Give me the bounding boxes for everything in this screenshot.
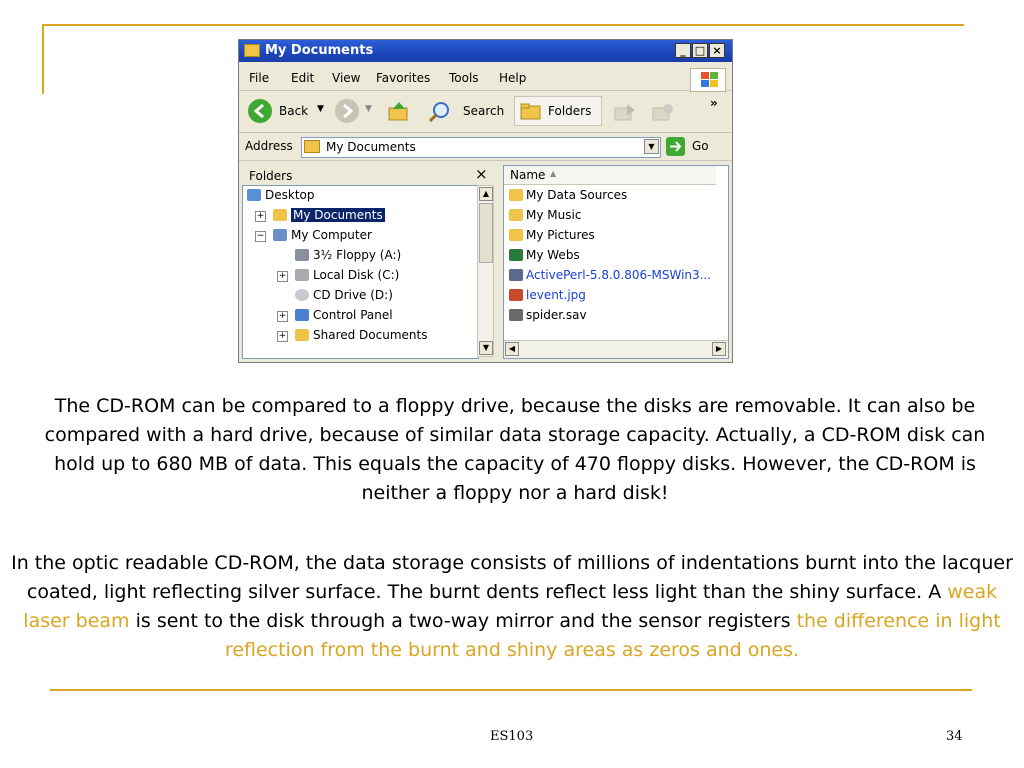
pictures-folder-icon <box>509 229 523 241</box>
tree-item-cd-drive[interactable]: CD Drive (D:) <box>295 288 393 306</box>
paragraph2-part1: In the optic readable CD-ROM, the data storage consists of millions of indentations burnt into the lacquer coated, light reflecting silver surface. The burnt dents reflect less light than the shiny surface. A <box>11 552 1013 603</box>
scroll-thumb[interactable] <box>479 203 493 263</box>
toolbar <box>239 92 732 133</box>
address-input[interactable] <box>301 137 661 158</box>
back-arrow-icon[interactable] <box>248 99 272 123</box>
menu-file[interactable]: File <box>249 71 270 85</box>
files-horizontal-scrollbar[interactable] <box>504 340 728 358</box>
desktop-icon <box>247 189 261 201</box>
highlight-light-reflection: the difference in light reflection from the burnt and shiny areas as zeros and ones. <box>224 610 1001 661</box>
search-icon[interactable] <box>427 100 451 124</box>
expand-my-documents-icon[interactable]: + <box>256 211 265 221</box>
computer-icon <box>273 229 287 241</box>
webs-folder-icon <box>509 249 523 261</box>
data-sources-folder-icon <box>509 189 523 201</box>
tree-item-my-computer[interactable]: My Computer <box>273 228 372 246</box>
paragraph2-part2: is sent to the disk through a two-way mirror and the sensor registers <box>129 610 797 632</box>
column-header-name[interactable]: Name ▲ <box>504 166 716 185</box>
scroll-up-icon[interactable]: ▲ <box>479 187 493 201</box>
windows-logo-icon <box>690 68 726 92</box>
menu-help[interactable]: Help <box>499 71 527 85</box>
image-file-icon <box>509 289 523 301</box>
folders-pane-title: Folders <box>249 169 293 183</box>
search-button[interactable]: Search <box>463 104 505 118</box>
folder-icon <box>273 209 287 221</box>
expand-control-panel-icon[interactable]: + <box>278 311 287 321</box>
copy-to-icon[interactable] <box>651 100 675 124</box>
highlight-weak-laser-beam: weak laser beam <box>23 581 998 632</box>
back-dropdown-icon[interactable]: ▼ <box>317 104 324 114</box>
bottom-accent-line <box>50 689 972 691</box>
files-list <box>503 165 729 359</box>
file-item-activeperl[interactable]: ActivePerl-5.8.0.806-MSWin3... <box>509 268 711 286</box>
file-item-levent-jpg[interactable]: levent.jpg <box>509 288 586 306</box>
collapse-my-computer-icon[interactable]: − <box>256 231 265 241</box>
address-label: Address <box>245 139 293 153</box>
menu-tools[interactable]: Tools <box>449 71 479 85</box>
tree-item-desktop[interactable]: Desktop <box>247 188 315 206</box>
floppy-drive-icon <box>295 249 309 261</box>
tree-item-my-documents[interactable]: My Documents <box>273 208 385 226</box>
folders-pane-header <box>241 163 498 183</box>
folders-vertical-scrollbar[interactable] <box>477 185 494 357</box>
address-bar <box>239 134 732 161</box>
menu-favorites[interactable]: Favorites <box>376 71 431 85</box>
go-arrow-icon[interactable] <box>666 137 685 156</box>
menu-bar <box>239 66 732 91</box>
file-item-my-data-sources[interactable]: My Data Sources <box>509 188 627 206</box>
footer-course-code: ES103 <box>490 729 534 744</box>
address-dropdown-icon[interactable]: ▼ <box>644 139 659 154</box>
folder-icon <box>244 44 260 57</box>
title-bar <box>239 40 732 62</box>
move-to-icon[interactable] <box>613 100 637 124</box>
paragraph-cdrom-technology <box>6 549 1018 665</box>
file-item-my-webs[interactable]: My Webs <box>509 248 580 266</box>
folders-tree <box>242 185 479 359</box>
installer-icon <box>509 269 523 281</box>
cd-drive-icon <box>295 289 309 301</box>
sort-ascending-icon: ▲ <box>550 169 557 178</box>
file-item-my-pictures[interactable]: My Pictures <box>509 228 595 246</box>
maximize-button[interactable]: □ <box>692 43 708 58</box>
control-panel-icon <box>295 309 309 321</box>
folders-icon <box>520 102 542 120</box>
forward-dropdown-icon[interactable]: ▼ <box>365 104 372 114</box>
minimize-button[interactable]: _ <box>675 43 691 58</box>
forward-arrow-icon[interactable] <box>335 99 359 123</box>
close-button[interactable]: × <box>709 43 725 58</box>
folders-button[interactable]: Folders <box>548 104 592 118</box>
hard-disk-icon <box>295 269 309 281</box>
slide-page-number: 34 <box>946 729 963 744</box>
menu-edit[interactable]: Edit <box>291 71 315 85</box>
tree-item-shared-documents[interactable]: Shared Documents <box>295 328 427 346</box>
tree-item-local-disk[interactable]: Local Disk (C:) <box>295 268 399 286</box>
address-value: My Documents <box>326 140 416 154</box>
saved-game-file-icon <box>509 309 523 321</box>
expand-local-disk-icon[interactable]: + <box>278 271 287 281</box>
window-title: My Documents <box>265 43 374 58</box>
file-item-my-music[interactable]: My Music <box>509 208 581 226</box>
tree-item-control-panel[interactable]: Control Panel <box>295 308 393 326</box>
folder-icon <box>304 140 320 153</box>
go-button[interactable]: Go <box>692 139 709 153</box>
paragraph-cdrom-comparison: The CD-ROM can be compared to a floppy drive, because the disks are removable. It can also be compared with a hard drive, because of similar data storage capacity. Actually, a CD-ROM disk can hold up to 680 MB of data. This equals the capacity of 470 floppy disks. However, the CD-ROM is neither a floppy nor a hard disk! <box>44 395 986 504</box>
music-folder-icon <box>509 209 523 221</box>
back-button[interactable]: Back <box>279 104 309 118</box>
tree-item-floppy[interactable]: 3½ Floppy (A:) <box>295 248 401 266</box>
scroll-down-icon[interactable]: ▼ <box>479 341 493 355</box>
left-accent-line <box>42 24 44 94</box>
scroll-right-icon[interactable]: ▶ <box>712 342 726 356</box>
close-pane-icon[interactable]: × <box>475 165 488 183</box>
menu-view[interactable]: View <box>332 71 361 85</box>
scroll-left-icon[interactable]: ◀ <box>505 342 519 356</box>
expand-shared-documents-icon[interactable]: + <box>278 331 287 341</box>
explorer-window <box>238 39 733 363</box>
toolbar-overflow-icon[interactable]: » <box>710 96 718 110</box>
top-accent-line <box>42 24 964 26</box>
folder-icon <box>295 329 309 341</box>
up-folder-icon[interactable] <box>387 100 411 122</box>
file-item-spider-sav[interactable]: spider.sav <box>509 308 587 326</box>
